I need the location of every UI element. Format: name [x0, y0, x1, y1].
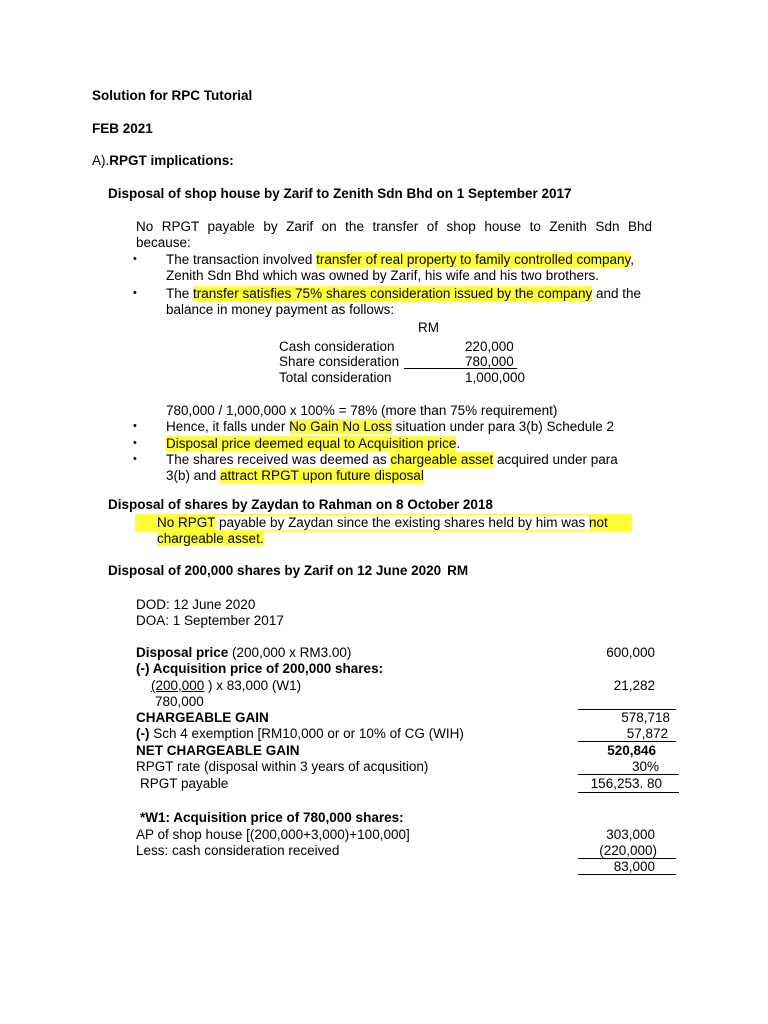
- part1-calculation: 780,000 / 1,000,000 x 100% = 78% (more than 75% requirement): [166, 403, 558, 418]
- rpgt-rate-label: RPGT rate (disposal within 3 years of acqusition): [136, 759, 429, 774]
- w1-less-label: Less: cash consideration received: [136, 843, 340, 858]
- consideration-label: Share consideration: [279, 354, 400, 369]
- net-chargeable-gain-value: 520,846: [607, 743, 656, 758]
- highlight: attract RPGT upon future disposal: [220, 468, 424, 483]
- disposal-price-value: 600,000: [606, 645, 655, 660]
- part1-intro-line1: No RPGT payable by Zarif on the transfer of shop house to Zenith Sdn Bhd: [136, 219, 652, 234]
- part1-bullet1-line1: The transaction involved transfer of real property to family controlled company,: [166, 252, 634, 267]
- highlight: No RPGT: [157, 515, 216, 530]
- bullet-icon: •: [133, 453, 137, 465]
- section-a-heading: [92, 152, 234, 169]
- dod-label: DOD: 12 June 2020: [136, 597, 256, 612]
- acquisition-denominator: 780,000: [155, 694, 204, 709]
- w1-total-value: 83,000: [613, 859, 655, 874]
- bullet-icon: •: [133, 437, 137, 449]
- chargeable-gain-label: CHARGEABLE GAIN: [136, 710, 269, 725]
- acquisition-formula: (200,000 ) x 83,000 (W1): [151, 678, 302, 693]
- highlight: chargeable asset.: [157, 531, 264, 546]
- part2-bullet-line1: No RPGT payable by Zaydan since the existing shares held by him was not: [157, 515, 608, 530]
- w1-ap-label: AP of shop house [(200,000+3,000)+100,000]: [136, 827, 410, 842]
- part1-bullet3: Hence, it falls under No Gain No Loss situation under para 3(b) Schedule 2: [166, 419, 615, 434]
- consideration-value: 220,000: [465, 339, 514, 354]
- bullet-icon: •: [133, 253, 137, 265]
- disposal-price-label: Disposal price (200,000 x RM3.00): [136, 645, 352, 660]
- rpgt-rate-value: 30%: [631, 759, 659, 774]
- highlight: No Gain No Loss: [289, 419, 392, 434]
- acquisition-value: 21,282: [613, 678, 655, 693]
- page-title: Solution for RPC Tutorial: [92, 88, 253, 103]
- part1-bullet2-line1: The transfer satisfies 75% shares consideration issued by the company and the: [166, 286, 642, 301]
- acquisition-heading: (-) Acquisition price of 200,000 shares:: [136, 661, 384, 676]
- chargeable-gain-value: 578,718: [621, 710, 670, 725]
- part1-bullet2-line2: balance in money payment as follows:: [166, 302, 395, 317]
- consideration-value: 780,000: [465, 354, 514, 369]
- part1-bullet5-line1: The shares received was deemed as chargeable asset acquired under para: [166, 452, 618, 467]
- highlight: Disposal price deemed equal to Acquisition price: [166, 436, 457, 451]
- doa-label: DOA: 1 September 2017: [136, 613, 284, 628]
- exemption-value: 57,872: [626, 726, 668, 741]
- consideration-value: 1,000,000: [465, 370, 526, 385]
- rpgt-payable-value: 156,253. 80: [590, 776, 662, 791]
- consideration-currency: RM: [418, 320, 439, 335]
- highlight: transfer satisfies 75% shares consideration issued by the company: [193, 286, 593, 301]
- consideration-label: Cash consideration: [279, 339, 395, 354]
- part2-bullet-line2: [157, 530, 264, 547]
- w1-less-value: (220,000): [599, 843, 657, 858]
- section-a-label: RPGT implications:: [109, 153, 234, 168]
- rpgt-payable-label: RPGT payable: [140, 776, 229, 791]
- consideration-label: Total consideration: [279, 370, 392, 385]
- date-label: FEB 2021: [92, 121, 153, 136]
- part1-bullet1-line2: Zenith Sdn Bhd which was owned by Zarif, his wife and his two brothers.: [166, 268, 599, 283]
- highlight: chargeable asset: [390, 452, 494, 467]
- exemption-label: (-) Sch 4 exemption [RM10,000 or or 10% of CG (WIH): [136, 726, 464, 741]
- underline-rule: [578, 792, 679, 793]
- net-chargeable-gain-label: NET CHARGEABLE GAIN: [136, 743, 300, 758]
- part1-bullet5-line2: 3(b) and attract RPGT upon future disposal: [166, 468, 424, 483]
- bullet-icon: •: [133, 420, 137, 432]
- part3-heading: Disposal of 200,000 shares by Zarif on 12 June 2020 RM: [108, 563, 469, 578]
- w1-heading: *W1: Acquisition price of 780,000 shares:: [140, 810, 404, 825]
- section-a-prefix: A).: [92, 153, 110, 168]
- part1-intro-line2: because:: [136, 235, 191, 250]
- part1-heading: Disposal of shop house by Zarif to Zenith Sdn Bhd on 1 September 2017: [108, 186, 572, 201]
- underline-rule: [578, 874, 676, 875]
- highlight: not: [588, 515, 608, 530]
- w1-ap-value: 303,000: [606, 827, 655, 842]
- part1-bullet4: Disposal price deemed equal to Acquisition price.: [166, 436, 461, 451]
- part2-heading: Disposal of shares by Zaydan to Rahman on 8 October 2018: [108, 497, 493, 512]
- highlight: transfer of real property to family controlled company: [316, 252, 631, 267]
- bullet-icon: •: [133, 287, 137, 299]
